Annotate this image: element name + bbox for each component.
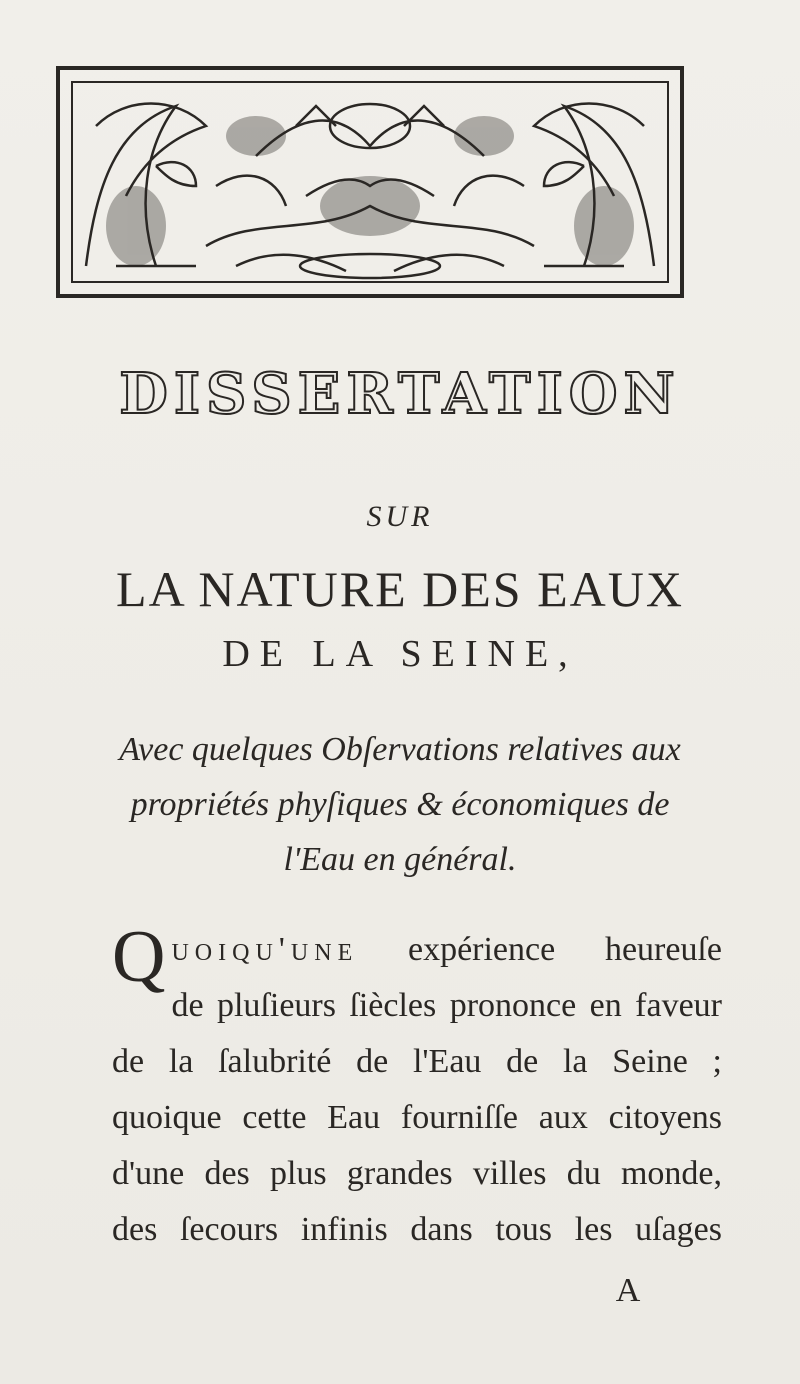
catchword: A: [615, 1272, 641, 1309]
subtitle-line-2: propriétés phyſiques & économiques de: [130, 786, 670, 823]
subtitle-line-1: Avec quelques Obſervations relatives aux: [119, 731, 681, 768]
body-line-4: quoique cette Eau fourniſſe aux citoyens: [112, 1099, 722, 1136]
body-line-2: de pluſieurs ſiècles prononce en faveur: [171, 987, 722, 1024]
body-line-1: [112, 922, 722, 978]
subtitle-seine: DE LA SEINE,: [222, 633, 578, 675]
drop-cap: Q: [112, 916, 166, 998]
subtitle-nature: LA NATURE DES EAUX: [116, 561, 684, 617]
page-title: DISSERTATION: [119, 361, 681, 427]
italic-subtitle: [0, 722, 800, 887]
body-paragraph: [112, 916, 722, 1258]
subtitle-sur: SUR: [366, 500, 434, 533]
body-line-1-rest: expérience heureuſe: [407, 931, 722, 968]
ornamental-headpiece: [56, 66, 684, 298]
subtitle-line-3: l'Eau en général.: [283, 841, 517, 878]
body-smallcaps: uoiqu'une: [171, 931, 359, 968]
body-line-3: de la ſalubrité de l'Eau de la Seine ;: [112, 1043, 722, 1080]
body-line-5: d'une des plus grandes villes du monde,: [112, 1155, 722, 1192]
body-line-6: des ſecours infinis dans tous les uſages: [112, 1211, 722, 1248]
